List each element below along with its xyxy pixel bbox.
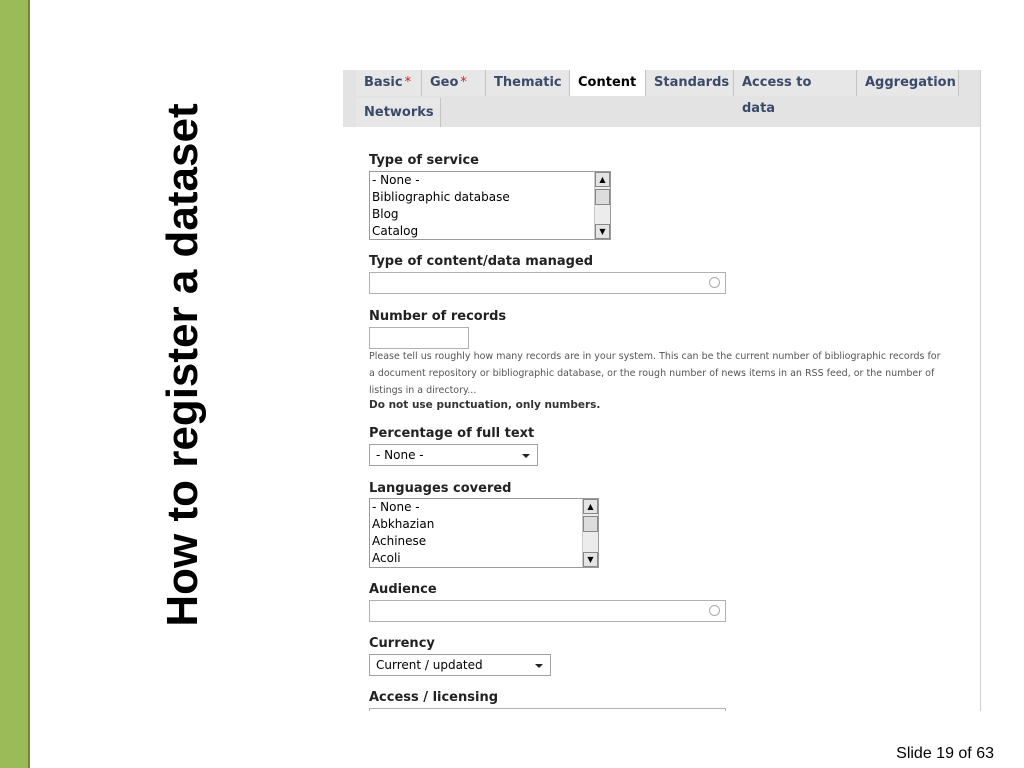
scroll-thumb[interactable]: [595, 189, 610, 205]
number-of-records-help-3: listings in a directory...: [369, 385, 477, 396]
tab-basic[interactable]: [356, 70, 422, 96]
tab-networks-label: Networks: [364, 105, 434, 120]
scroll-thumb[interactable]: [583, 516, 598, 532]
listbox-scrollbar[interactable]: [594, 172, 610, 239]
list-option[interactable]: Blog: [372, 207, 399, 221]
tab-aggregation-label: Aggregation: [865, 75, 956, 90]
tab-geo[interactable]: [422, 70, 486, 96]
tab-basic-label: Basic: [364, 75, 403, 90]
list-option[interactable]: Acoli: [372, 551, 401, 565]
tab-access-to-data[interactable]: [734, 70, 857, 116]
slide-title: How to register a dataset: [158, 103, 207, 627]
type-of-service-label: Type of service: [369, 153, 479, 168]
percentage-full-text-label: Percentage of full text: [369, 426, 535, 441]
tab-standards[interactable]: [646, 70, 734, 96]
number-of-records-help-2: a document repository or bibliographic database, or the rough number of news items in an RSS feed, or the number of: [369, 368, 935, 379]
tab-access-to-data-label: Access to data: [742, 75, 812, 116]
chevron-down-icon: [535, 664, 543, 668]
chevron-down-icon: [522, 454, 530, 458]
tab-content-label: Content: [578, 75, 637, 90]
tab-thematic[interactable]: [486, 70, 570, 96]
content-type-label: Type of content/data managed: [369, 254, 594, 269]
currency-label: Currency: [369, 636, 435, 651]
tab-aggregation[interactable]: [857, 70, 959, 96]
tab-content[interactable]: [570, 70, 646, 96]
tab-thematic-label: Thematic: [494, 75, 562, 90]
scroll-down-icon[interactable]: ▼: [595, 224, 610, 239]
required-marker: *: [404, 75, 412, 90]
audience-label: Audience: [369, 582, 437, 597]
slide-accent-bar: [0, 0, 30, 768]
list-option[interactable]: Bibliographic database: [372, 190, 510, 204]
number-of-records-help-1: Please tell us roughly how many records are in your system. This can be the current number of bibliographic records for: [369, 351, 941, 362]
listbox-scrollbar[interactable]: [582, 499, 598, 567]
number-of-records-label: Number of records: [369, 309, 507, 324]
access-licensing-label: Access / licensing: [369, 690, 499, 705]
access-licensing-input[interactable]: [369, 708, 726, 711]
list-option[interactable]: Abkhazian: [372, 517, 435, 531]
list-option[interactable]: Achinese: [372, 534, 427, 548]
number-of-records-input[interactable]: [369, 327, 469, 349]
content-type-input[interactable]: [369, 272, 726, 294]
scroll-up-icon[interactable]: ▲: [595, 172, 610, 187]
type-of-service-listbox[interactable]: [369, 171, 611, 240]
form-screenshot: [343, 70, 981, 711]
autocomplete-icon: [709, 605, 720, 616]
audience-input[interactable]: [369, 600, 726, 622]
list-option[interactable]: Catalog: [372, 224, 419, 238]
tab-bar: [343, 70, 980, 127]
scroll-down-icon[interactable]: ▼: [583, 552, 598, 567]
select-value: Current / updated: [376, 658, 483, 672]
tab-geo-label: Geo: [430, 75, 459, 90]
required-marker: *: [460, 75, 467, 90]
list-option[interactable]: - None -: [372, 500, 420, 514]
select-value: - None -: [376, 448, 424, 462]
number-of-records-note: Do not use punctuation, only numbers.: [369, 399, 601, 411]
scroll-up-icon[interactable]: ▲: [583, 499, 598, 514]
languages-covered-label: Languages covered: [369, 481, 512, 496]
tab-networks[interactable]: [356, 98, 441, 127]
slide-number: Slide 19 of 63: [896, 745, 994, 762]
percentage-full-text-select[interactable]: [369, 444, 538, 466]
currency-select[interactable]: [369, 654, 551, 676]
tab-standards-label: Standards: [654, 75, 730, 90]
list-option[interactable]: - None -: [372, 173, 420, 187]
languages-covered-listbox[interactable]: [369, 498, 599, 568]
autocomplete-icon: [709, 277, 720, 288]
